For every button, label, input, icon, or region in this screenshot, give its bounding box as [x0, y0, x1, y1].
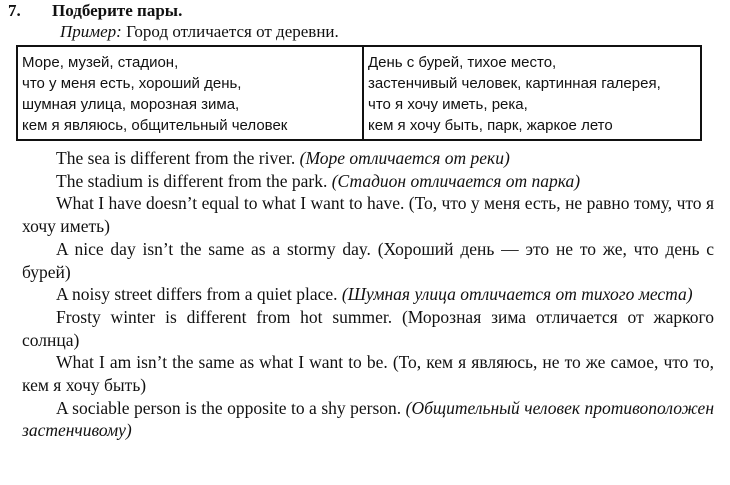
answer-en: A sociable person is the opposite to a shy person.: [56, 397, 402, 418]
answer-en: A noisy street differs from a quiet place.: [56, 284, 338, 305]
answer-item: [22, 397, 714, 442]
answer-ru: (Морозная зима отличается от жаркого солнца): [22, 306, 714, 350]
left-line: что у меня есть, хороший день,: [22, 75, 242, 92]
right-line: что я хочу иметь, река,: [368, 96, 528, 113]
pairs-table: [16, 45, 702, 141]
answer-item: [22, 238, 714, 283]
answer-ru: (То, кем я являюсь, не то же самое, что то, кем я хочу быть): [22, 352, 715, 396]
exercise-title: Подберите пары.: [52, 1, 183, 20]
answer-ru: (Хороший день — это не то же, что день с бурей): [22, 238, 715, 282]
exercise-number: 7.: [8, 1, 21, 20]
answer-en: What I am isn’t the same as what I want to be.: [56, 352, 388, 373]
answer-item: [22, 283, 714, 306]
left-line: шумная улица, морозная зима,: [22, 96, 240, 113]
example-text: Город отличается от деревни.: [126, 22, 339, 41]
answers-list: [22, 147, 714, 442]
answer-ru: (Общительный человек противоположен застенчивому): [22, 397, 715, 441]
exercise-heading: [8, 1, 182, 21]
answer-ru: (Море отличается от реки): [299, 148, 510, 168]
answer-item: [22, 192, 714, 237]
left-line: кем я являюсь, общительный человек: [22, 117, 288, 134]
table-cell-right: [363, 46, 701, 140]
table-row: [17, 46, 701, 140]
answer-item: [22, 147, 714, 170]
example-line: [60, 22, 339, 42]
answer-en: The stadium is different from the park.: [56, 170, 328, 191]
answer-item: [22, 306, 714, 351]
example-label: Пример:: [60, 22, 122, 41]
answer-en: Frosty winter is different from hot summer.: [56, 306, 393, 327]
answer-ru: (Стадион отличается от парка): [331, 170, 581, 191]
answer-en: What I have doesn’t equal to what I want to have.: [56, 193, 405, 214]
answer-ru: (То, что у меня есть, не равно тому, что я хочу иметь): [22, 193, 714, 237]
answer-item: [22, 170, 714, 193]
left-line: Море, музей, стадион,: [22, 54, 179, 71]
table-cell-left: [17, 46, 363, 140]
right-line: День с бурей, тихое место,: [368, 54, 557, 71]
answer-en: The sea is different from the river.: [56, 148, 296, 168]
answer-item: [22, 351, 714, 396]
answer-en: A nice day isn’t the same as a stormy day.: [56, 238, 371, 259]
answer-ru: (Шумная улица отличается от тихого места): [341, 284, 693, 305]
right-line: застенчивый человек, картинная галерея,: [368, 75, 661, 92]
right-line: кем я хочу быть, парк, жаркое лето: [368, 117, 613, 134]
